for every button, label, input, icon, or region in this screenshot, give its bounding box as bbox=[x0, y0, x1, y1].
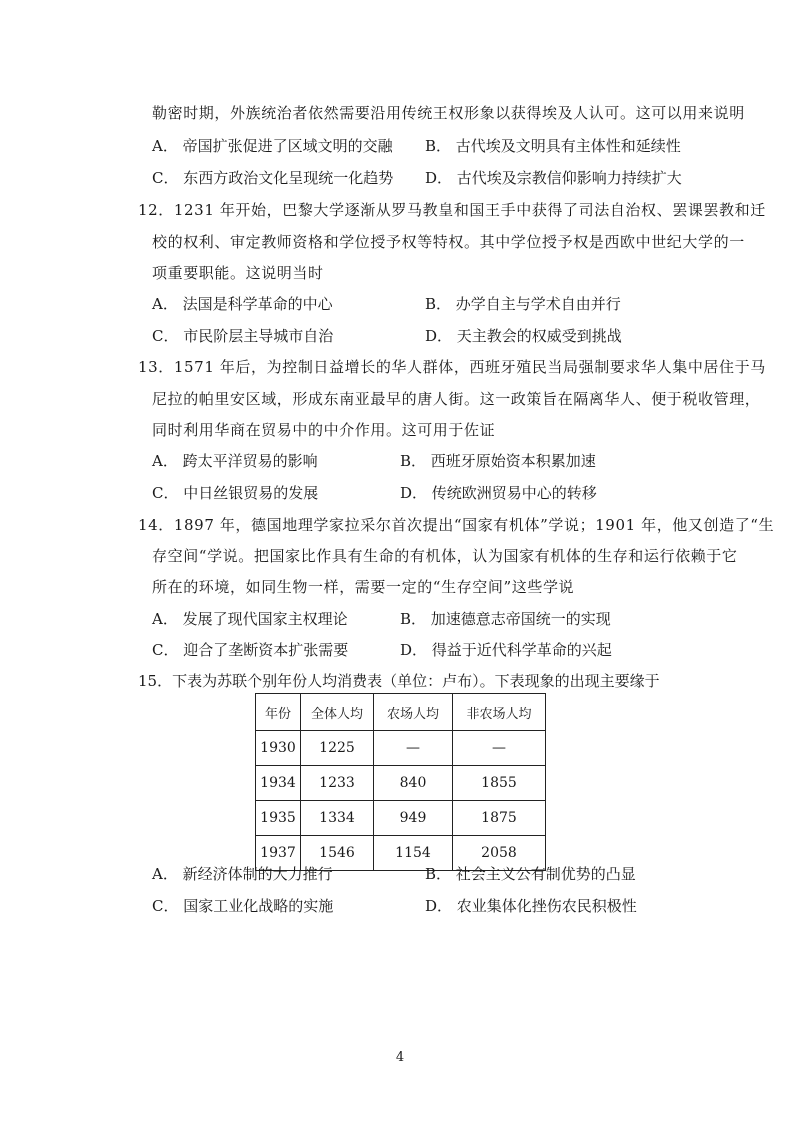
q11-option-d: D． 古代埃及宗教信仰影响力持续扩大 bbox=[425, 169, 682, 187]
q13-option-a: A． 跨太平洋贸易的影响 bbox=[152, 452, 318, 470]
q14-option-c: C． 迎合了垄断资本扩张需要 bbox=[152, 641, 349, 659]
cell-year: 1937 bbox=[256, 836, 301, 871]
cell-farm: — bbox=[374, 731, 453, 766]
q12-stem-line-1: 12．1231 年开始，巴黎大学逐渐从罗马教皇和国王手中获得了司法自治权、罢课罢教和迁 bbox=[138, 201, 766, 219]
q12-option-c: C． 市民阶层主导城市自治 bbox=[152, 327, 334, 345]
table-row bbox=[256, 801, 546, 836]
cell-nonfarm: 1855 bbox=[453, 766, 546, 801]
q12-option-d: D． 天主教会的权威受到挑战 bbox=[425, 327, 622, 345]
cell-farm: 840 bbox=[374, 766, 453, 801]
page-number: 4 bbox=[395, 1050, 405, 1065]
cell-year: 1930 bbox=[256, 731, 301, 766]
cell-farm: 1154 bbox=[374, 836, 453, 871]
q14-stem-line-3: 所在的环境，如同生物一样，需要一定的“生存空间”这些学说 bbox=[152, 578, 575, 596]
q11-stem-continuation: 勒密时期，外族统治者依然需要沿用传统王权形象以获得埃及人认可。这可以用来说明 bbox=[152, 104, 745, 122]
q12-option-b: B． 办学自主与学术自由并行 bbox=[425, 295, 621, 313]
q11-option-a: A． 帝国扩张促进了区域文明的交融 bbox=[152, 137, 393, 155]
q14-option-a: A． 发展了现代国家主权理论 bbox=[152, 610, 348, 628]
cell-year: 1935 bbox=[256, 801, 301, 836]
table-row bbox=[256, 731, 546, 766]
q13-stem-line-2: 尼拉的帕里安区域，形成东南亚最早的唐人街。这一政策旨在隔离华人、便于税收管理， bbox=[152, 390, 761, 408]
table-row bbox=[256, 766, 546, 801]
q14-stem-line-1: 14．1897 年，德国地理学家拉采尔首次提出“国家有机体”学说；1901 年，他又创造了“生 bbox=[138, 516, 775, 534]
q14-option-d: D． 得益于近代科学革命的兴起 bbox=[400, 641, 612, 659]
cell-farm: 949 bbox=[374, 801, 453, 836]
header-overall-per-capita: 全体人均 bbox=[301, 694, 374, 731]
header-year: 年份 bbox=[256, 694, 301, 731]
table-header-row bbox=[256, 694, 546, 731]
header-nonfarm-per-capita: 非农场人均 bbox=[453, 694, 546, 731]
q12-stem-line-2: 校的权利、审定教师资格和学位授予权等特权。其中学位授予权是西欧中世纪大学的一 bbox=[152, 233, 745, 251]
q12-option-a: A． 法国是科学革命的中心 bbox=[152, 295, 333, 313]
cell-overall: 1334 bbox=[301, 801, 374, 836]
q15-option-d: D． 农业集体化挫伤农民积极性 bbox=[425, 897, 637, 915]
q15-option-a: A． 新经济体制的大力推行 bbox=[152, 865, 333, 883]
cell-nonfarm: 2058 bbox=[453, 836, 546, 871]
q12-stem-line-3: 项重要职能。这说明当时 bbox=[152, 264, 324, 282]
cell-nonfarm: — bbox=[453, 731, 546, 766]
q11-option-c: C． 东西方政治文化呈现统一化趋势 bbox=[152, 169, 394, 187]
q14-stem-line-2: 存空间“学说。把国家比作具有生命的有机体，认为国家有机体的生存和运行依赖于它 bbox=[152, 547, 738, 565]
cell-overall: 1546 bbox=[301, 836, 374, 871]
q15-stem: 15．下表为苏联个别年份人均消费表（单位：卢布）。下表现象的出现主要缘于 bbox=[138, 672, 660, 690]
q13-option-c: C． 中日丝银贸易的发展 bbox=[152, 484, 319, 502]
q13-option-d: D． 传统欧洲贸易中心的转移 bbox=[400, 484, 597, 502]
q13-stem-line-3: 同时利用华商在贸易中的中介作用。这可用于佐证 bbox=[152, 421, 496, 439]
cell-year: 1934 bbox=[256, 766, 301, 801]
cell-nonfarm: 1875 bbox=[453, 801, 546, 836]
q14-option-b: B． 加速德意志帝国统一的实现 bbox=[400, 610, 611, 628]
q15-option-b: B． 社会主义公有制优势的凸显 bbox=[425, 865, 636, 883]
q13-option-b: B． 西班牙原始资本积累加速 bbox=[400, 452, 596, 470]
cell-overall: 1233 bbox=[301, 766, 374, 801]
q11-option-b: B． 古代埃及文明具有主体性和延续性 bbox=[425, 137, 681, 155]
header-farm-per-capita: 农场人均 bbox=[374, 694, 453, 731]
consumption-table bbox=[255, 693, 546, 871]
q15-option-c: C． 国家工业化战略的实施 bbox=[152, 897, 334, 915]
cell-overall: 1225 bbox=[301, 731, 374, 766]
q13-stem-line-1: 13．1571 年后，为控制日益增长的华人群体，西班牙殖民当局强制要求华人集中居住于马 bbox=[138, 358, 766, 376]
